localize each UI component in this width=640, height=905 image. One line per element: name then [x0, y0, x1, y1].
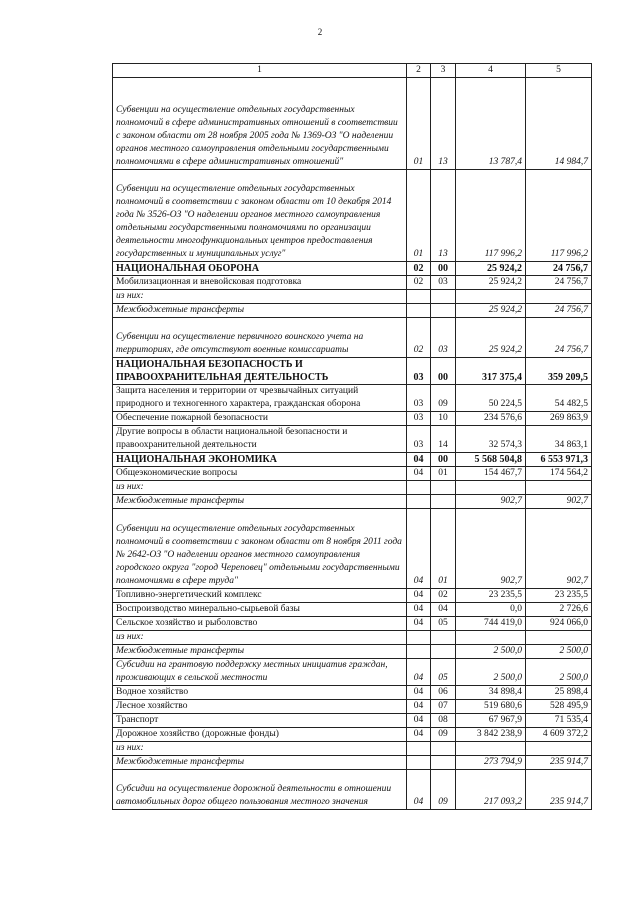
table-row — [113, 714, 592, 728]
row-description: НАЦИОНАЛЬНАЯ БЕЗОПАСНОСТЬ И ПРАВООХРАНИТЕЛЬНАЯ ДЕЯТЕЛЬНОСТЬ — [113, 358, 407, 385]
header-col-4: 4 — [456, 64, 526, 78]
table-row — [113, 262, 592, 276]
row-description: Дорожное хозяйство (дорожные фонды) — [113, 728, 407, 742]
row-amount-year2: 2 500,0 — [526, 659, 592, 686]
row-description: Межбюджетные трансферты — [113, 756, 407, 770]
row-amount-year1: 117 996,2 — [456, 170, 526, 262]
row-subsection-code: 10 — [431, 412, 456, 426]
row-description: Водное хозяйство — [113, 686, 407, 700]
header-col-3: 3 — [431, 64, 456, 78]
row-subsection-code — [431, 756, 456, 770]
page-number: 2 — [317, 27, 323, 37]
row-amount-year2: 174 564,2 — [526, 467, 592, 481]
table-row — [113, 617, 592, 631]
row-section-code — [407, 290, 431, 304]
table-row — [113, 631, 592, 645]
row-amount-year1: 13 787,4 — [456, 78, 526, 170]
row-description: Субсидии на грантовую поддержку местных инициатив граждан, проживающих в сельской местности — [113, 659, 407, 686]
table-row — [113, 276, 592, 290]
row-amount-year1: 317 375,4 — [456, 358, 526, 385]
row-section-code: 03 — [407, 426, 431, 453]
row-subsection-code: 02 — [431, 589, 456, 603]
row-section-code: 03 — [407, 412, 431, 426]
budget-table — [112, 63, 592, 810]
row-amount-year1: 2 500,0 — [456, 659, 526, 686]
row-section-code — [407, 481, 431, 495]
row-description: Топливно-энергетический комплекс — [113, 589, 407, 603]
row-subsection-code: 08 — [431, 714, 456, 728]
row-amount-year2: 23 235,5 — [526, 589, 592, 603]
table-row — [113, 742, 592, 756]
row-amount-year1: 2 500,0 — [456, 645, 526, 659]
row-section-code: 02 — [407, 276, 431, 290]
row-subsection-code — [431, 290, 456, 304]
row-amount-year2: 235 914,7 — [526, 770, 592, 810]
row-description: Межбюджетные трансферты — [113, 495, 407, 509]
row-description: из них: — [113, 742, 407, 756]
row-amount-year1 — [456, 742, 526, 756]
row-description: Воспроизводство минерально-сырьевой базы — [113, 603, 407, 617]
row-description: Субвенции на осуществление отдельных государственных полномочий в соответствии с законом области от 10 декабря 2014 года № 3526-ОЗ "О наделении органов местного самоуправления отдельными государственными полномочиями по организации деятельности многофункциональных центров предоставления государственных и муниципальных услуг" — [113, 170, 407, 262]
row-amount-year1: 34 898,4 — [456, 686, 526, 700]
row-description: Лесное хозяйство — [113, 700, 407, 714]
table-header-row — [113, 64, 592, 78]
row-amount-year2: 34 863,1 — [526, 426, 592, 453]
row-amount-year1: 154 467,7 — [456, 467, 526, 481]
row-section-code: 03 — [407, 358, 431, 385]
row-section-code: 04 — [407, 509, 431, 589]
row-description: Субвенции на осуществление первичного воинского учета на территориях, где отсутствуют военные комиссариаты — [113, 318, 407, 358]
table-row — [113, 770, 592, 810]
row-amount-year2: 235 914,7 — [526, 756, 592, 770]
row-description: Общеэкономические вопросы — [113, 467, 407, 481]
table-row — [113, 412, 592, 426]
row-subsection-code: 14 — [431, 426, 456, 453]
row-subsection-code: 13 — [431, 78, 456, 170]
row-amount-year1 — [456, 631, 526, 645]
row-section-code: 03 — [407, 385, 431, 412]
row-amount-year1: 23 235,5 — [456, 589, 526, 603]
row-description: Сельское хозяйство и рыболовство — [113, 617, 407, 631]
row-amount-year2: 24 756,7 — [526, 276, 592, 290]
row-amount-year2: 902,7 — [526, 495, 592, 509]
row-amount-year1: 273 794,9 — [456, 756, 526, 770]
row-subsection-code: 03 — [431, 318, 456, 358]
table-row — [113, 290, 592, 304]
row-subsection-code — [431, 742, 456, 756]
row-amount-year1: 0,0 — [456, 603, 526, 617]
table-row — [113, 686, 592, 700]
row-amount-year2: 359 209,5 — [526, 358, 592, 385]
table-row — [113, 700, 592, 714]
row-subsection-code: 01 — [431, 509, 456, 589]
row-amount-year2: 14 984,7 — [526, 78, 592, 170]
row-subsection-code: 07 — [431, 700, 456, 714]
row-section-code: 04 — [407, 770, 431, 810]
table-row — [113, 426, 592, 453]
table-row — [113, 453, 592, 467]
row-section-code: 04 — [407, 603, 431, 617]
table-row — [113, 304, 592, 318]
row-amount-year2: 71 535,4 — [526, 714, 592, 728]
row-section-code — [407, 756, 431, 770]
row-description: Межбюджетные трансферты — [113, 645, 407, 659]
row-section-code: 04 — [407, 728, 431, 742]
row-subsection-code: 06 — [431, 686, 456, 700]
row-description: Межбюджетные трансферты — [113, 304, 407, 318]
row-section-code: 01 — [407, 78, 431, 170]
table-row — [113, 495, 592, 509]
row-amount-year2 — [526, 481, 592, 495]
table-row — [113, 358, 592, 385]
table-row — [113, 589, 592, 603]
table-row — [113, 170, 592, 262]
row-description: из них: — [113, 631, 407, 645]
row-subsection-code: 05 — [431, 659, 456, 686]
row-amount-year2: 924 066,0 — [526, 617, 592, 631]
row-amount-year2: 4 609 372,2 — [526, 728, 592, 742]
row-description: Субвенции на осуществление отдельных государственных полномочий в соответствии с законом области от 8 ноября 2011 года № 2642-ОЗ "О наделении органов местного самоуправления городского округа "город Череповец" отдельными государственными полномочиями в сфере труда" — [113, 509, 407, 589]
row-description: Защита населения и территории от чрезвычайных ситуаций природного и техногенного характера, гражданская оборона — [113, 385, 407, 412]
row-amount-year2: 24 756,7 — [526, 262, 592, 276]
row-subsection-code: 05 — [431, 617, 456, 631]
row-section-code: 04 — [407, 686, 431, 700]
row-amount-year1: 50 224,5 — [456, 385, 526, 412]
row-description: НАЦИОНАЛЬНАЯ ЭКОНОМИКА — [113, 453, 407, 467]
row-section-code — [407, 304, 431, 318]
row-amount-year2: 528 495,9 — [526, 700, 592, 714]
row-subsection-code: 04 — [431, 603, 456, 617]
row-subsection-code: 00 — [431, 262, 456, 276]
row-section-code — [407, 742, 431, 756]
row-amount-year2: 24 756,7 — [526, 304, 592, 318]
row-section-code: 04 — [407, 617, 431, 631]
row-section-code: 02 — [407, 262, 431, 276]
row-section-code: 04 — [407, 714, 431, 728]
row-amount-year1: 3 842 238,9 — [456, 728, 526, 742]
table-row — [113, 645, 592, 659]
row-section-code: 04 — [407, 467, 431, 481]
row-amount-year2 — [526, 631, 592, 645]
row-subsection-code: 01 — [431, 467, 456, 481]
row-amount-year1: 25 924,2 — [456, 318, 526, 358]
row-description: Субсидии на осуществление дорожной деятельности в отношении автомобильных дорог общего пользования местного значения — [113, 770, 407, 810]
row-section-code — [407, 631, 431, 645]
table-row — [113, 78, 592, 170]
row-amount-year1: 32 574,3 — [456, 426, 526, 453]
row-description: НАЦИОНАЛЬНАЯ ОБОРОНА — [113, 262, 407, 276]
row-amount-year1: 519 680,6 — [456, 700, 526, 714]
table-row — [113, 659, 592, 686]
row-amount-year1: 25 924,2 — [456, 304, 526, 318]
row-amount-year2: 2 726,6 — [526, 603, 592, 617]
row-amount-year1: 5 568 504,8 — [456, 453, 526, 467]
row-amount-year2: 117 996,2 — [526, 170, 592, 262]
row-description: из них: — [113, 481, 407, 495]
row-amount-year2: 2 500,0 — [526, 645, 592, 659]
row-amount-year1: 902,7 — [456, 509, 526, 589]
row-description: Субвенции на осуществление отдельных государственных полномочий в сфере административных отношений в соответствии с законом области от 28 ноября 2005 года № 1369-ОЗ "О наделении органов местного самоуправления отдельными государственными полномочиями в сфере административных отношений" — [113, 78, 407, 170]
table-row — [113, 481, 592, 495]
row-subsection-code: 03 — [431, 276, 456, 290]
row-subsection-code — [431, 481, 456, 495]
row-amount-year2 — [526, 290, 592, 304]
row-amount-year1: 217 093,2 — [456, 770, 526, 810]
row-subsection-code — [431, 304, 456, 318]
row-subsection-code: 09 — [431, 770, 456, 810]
row-subsection-code — [431, 495, 456, 509]
row-amount-year2 — [526, 742, 592, 756]
header-col-2: 2 — [407, 64, 431, 78]
row-amount-year2: 6 553 971,3 — [526, 453, 592, 467]
table-row — [113, 509, 592, 589]
row-amount-year2: 25 898,4 — [526, 686, 592, 700]
row-subsection-code — [431, 645, 456, 659]
row-subsection-code: 13 — [431, 170, 456, 262]
row-section-code: 04 — [407, 700, 431, 714]
row-description: Обеспечение пожарной безопасности — [113, 412, 407, 426]
row-amount-year2: 902,7 — [526, 509, 592, 589]
table-row — [113, 318, 592, 358]
row-description: из них: — [113, 290, 407, 304]
row-section-code — [407, 645, 431, 659]
row-amount-year2: 24 756,7 — [526, 318, 592, 358]
row-amount-year1 — [456, 481, 526, 495]
row-amount-year1: 25 924,2 — [456, 276, 526, 290]
row-amount-year1 — [456, 290, 526, 304]
table-row — [113, 385, 592, 412]
table-row — [113, 467, 592, 481]
header-col-5: 5 — [526, 64, 592, 78]
row-description: Транспорт — [113, 714, 407, 728]
header-col-1: 1 — [113, 64, 407, 78]
row-section-code: 01 — [407, 170, 431, 262]
row-amount-year2: 54 482,5 — [526, 385, 592, 412]
table-row — [113, 728, 592, 742]
row-amount-year1: 67 967,9 — [456, 714, 526, 728]
row-amount-year1: 234 576,6 — [456, 412, 526, 426]
row-subsection-code — [431, 631, 456, 645]
row-amount-year1: 744 419,0 — [456, 617, 526, 631]
row-section-code: 04 — [407, 589, 431, 603]
row-amount-year1: 902,7 — [456, 495, 526, 509]
row-section-code — [407, 495, 431, 509]
row-subsection-code: 00 — [431, 358, 456, 385]
row-amount-year2: 269 863,9 — [526, 412, 592, 426]
table-row — [113, 603, 592, 617]
row-description: Мобилизационная и вневойсковая подготовка — [113, 276, 407, 290]
row-subsection-code: 09 — [431, 728, 456, 742]
row-description: Другие вопросы в области национальной безопасности и правоохранительной деятельности — [113, 426, 407, 453]
table-row — [113, 756, 592, 770]
row-subsection-code: 00 — [431, 453, 456, 467]
row-section-code: 02 — [407, 318, 431, 358]
row-subsection-code: 09 — [431, 385, 456, 412]
row-amount-year1: 25 924,2 — [456, 262, 526, 276]
row-section-code: 04 — [407, 659, 431, 686]
row-section-code: 04 — [407, 453, 431, 467]
